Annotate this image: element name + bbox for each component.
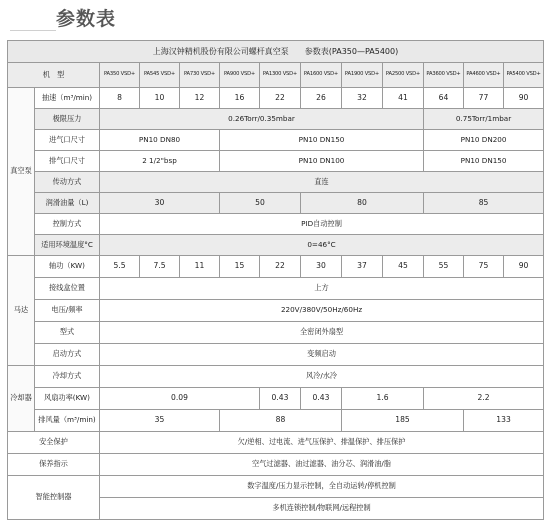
cell-value: 11 — [180, 256, 220, 278]
cell-value: 16 — [220, 88, 260, 109]
row-fan-power — [8, 388, 544, 410]
cell-value: 直连 — [100, 172, 544, 193]
row-label: 启动方式 — [35, 344, 100, 366]
row-label: 控制方式 — [35, 214, 100, 235]
cell-value: 5.5 — [100, 256, 140, 278]
cell-value: PN10 DN150 — [220, 130, 424, 151]
cell-value: 12 — [180, 88, 220, 109]
model-name: PA900 VSD+ — [220, 63, 260, 88]
cell-value: 0=46°C — [100, 235, 544, 256]
cell-value: 90 — [504, 88, 544, 109]
row-type — [8, 322, 544, 344]
cell-value: PID自动控制 — [100, 214, 544, 235]
row-start — [8, 344, 544, 366]
cell-value: 32 — [342, 88, 383, 109]
row-cooling — [8, 366, 544, 388]
row-label: 接线盒位置 — [35, 278, 100, 300]
row-oil — [8, 193, 544, 214]
row-label: 排风量（m³/min) — [35, 410, 100, 432]
cell-value: 35 — [100, 410, 220, 432]
cell-value: 90 — [504, 256, 544, 278]
group-motor: 马达 — [8, 256, 35, 366]
cell-value: 30 — [301, 256, 342, 278]
cell-value: 7.5 — [140, 256, 180, 278]
row-label: 轴功（KW) — [35, 256, 100, 278]
cell-value: 0.43 — [260, 388, 301, 410]
cell-value: 85 — [424, 193, 544, 214]
table-title: 上海汉钟精机股份有限公司螺杆真空泵 参数表(PA350—PA5400) — [8, 41, 544, 63]
cell-value: 41 — [383, 88, 424, 109]
model-name: PA3600 VSD+ — [424, 63, 464, 88]
row-label: 适用环境温度°C — [35, 235, 100, 256]
cell-value: 空气过滤器、油过滤器、油分芯、润滑油/脂 — [100, 454, 544, 476]
cell-value: 上方 — [100, 278, 544, 300]
row-label: 极限压力 — [35, 109, 100, 130]
row-inlet — [8, 130, 544, 151]
page-title: 参数表 — [56, 8, 117, 30]
cell-value: 0.75Torr/1mbar — [424, 109, 544, 130]
row-label: 进气口尺寸 — [35, 130, 100, 151]
cell-value: 数字温度/压力显示控制，全自动运转/停机控制 — [100, 476, 544, 498]
group-cooler: 冷却器 — [8, 366, 35, 432]
model-header: 机 型 — [8, 63, 100, 88]
model-name: PA545 VSD+ — [140, 63, 180, 88]
row-controller-1 — [8, 476, 544, 498]
cell-value: PN10 DN200 — [424, 130, 544, 151]
cell-value: 77 — [464, 88, 504, 109]
cell-value: 多机连锁控制/物联网/远程控制 — [100, 498, 544, 520]
model-name: PA1900 VSD+ — [342, 63, 383, 88]
cell-value: 220V/380V/50Hz/60Hz — [100, 300, 544, 322]
cell-value: 45 — [383, 256, 424, 278]
row-label: 型式 — [35, 322, 100, 344]
model-name: PA730 VSD+ — [180, 63, 220, 88]
row-label: 排气口尺寸 — [35, 151, 100, 172]
spec-table — [7, 40, 544, 520]
cell-value: 2.2 — [424, 388, 544, 410]
row-drive — [8, 172, 544, 193]
row-label: 抽速（m³/min) — [35, 88, 100, 109]
cell-value: 50 — [220, 193, 301, 214]
cell-value: 10 — [140, 88, 180, 109]
model-name: PA5400 VSD+ — [504, 63, 544, 88]
row-safety — [8, 432, 544, 454]
model-name: PA1600 VSD+ — [301, 63, 342, 88]
cell-value: 185 — [342, 410, 464, 432]
cell-value: PN10 DN150 — [424, 151, 544, 172]
cell-value: 风冷/水冷 — [100, 366, 544, 388]
cell-value: 80 — [301, 193, 424, 214]
model-name: PA1300 VSD+ — [260, 63, 301, 88]
cell-value: 37 — [342, 256, 383, 278]
cell-value: 133 — [464, 410, 544, 432]
cell-value: 75 — [464, 256, 504, 278]
cell-value: 0.26Torr/0.35mbar — [100, 109, 424, 130]
row-ultimate-pressure — [8, 109, 544, 130]
cell-value: 2 1/2"bsp — [100, 151, 220, 172]
cell-value: 30 — [100, 193, 220, 214]
cell-value: 88 — [220, 410, 342, 432]
row-air-volume — [8, 410, 544, 432]
group-vacuum: 真空泵 — [8, 88, 35, 256]
cell-value: 55 — [424, 256, 464, 278]
cell-value: 26 — [301, 88, 342, 109]
row-ambient — [8, 235, 544, 256]
row-label: 润滑油量（L) — [35, 193, 100, 214]
model-name: PA350 VSD+ — [100, 63, 140, 88]
cell-value: 64 — [424, 88, 464, 109]
row-label: 传动方式 — [35, 172, 100, 193]
cell-value: 1.6 — [342, 388, 424, 410]
cell-value: 22 — [260, 88, 301, 109]
model-name: PA4600 VSD+ — [464, 63, 504, 88]
cell-value: PN10 DN80 — [100, 130, 220, 151]
group-safety: 安全保护 — [8, 432, 100, 454]
row-maintenance — [8, 454, 544, 476]
row-pump-speed — [8, 88, 544, 109]
cell-value: 0.09 — [100, 388, 260, 410]
model-name: PA2500 VSD+ — [383, 63, 424, 88]
cell-value: 22 — [260, 256, 301, 278]
title-underline — [10, 30, 56, 31]
model-row — [8, 63, 544, 88]
row-label: 电压/频率 — [35, 300, 100, 322]
cell-value: 欠/逆相、过电流、进气压保护、排温保护、排压保护 — [100, 432, 544, 454]
row-control — [8, 214, 544, 235]
row-outlet — [8, 151, 544, 172]
row-label: 冷却方式 — [35, 366, 100, 388]
cell-value: 变频启动 — [100, 344, 544, 366]
row-voltage — [8, 300, 544, 322]
cell-value: 15 — [220, 256, 260, 278]
group-maintenance: 保养指示 — [8, 454, 100, 476]
cell-value: 全密闭外扇型 — [100, 322, 544, 344]
row-shaft-power — [8, 256, 544, 278]
row-junction-box — [8, 278, 544, 300]
cell-value: PN10 DN100 — [220, 151, 424, 172]
cell-value: 0.43 — [301, 388, 342, 410]
row-label: 风扇功率(KW) — [35, 388, 100, 410]
group-controller: 智能控制器 — [8, 476, 100, 520]
cell-value: 8 — [100, 88, 140, 109]
